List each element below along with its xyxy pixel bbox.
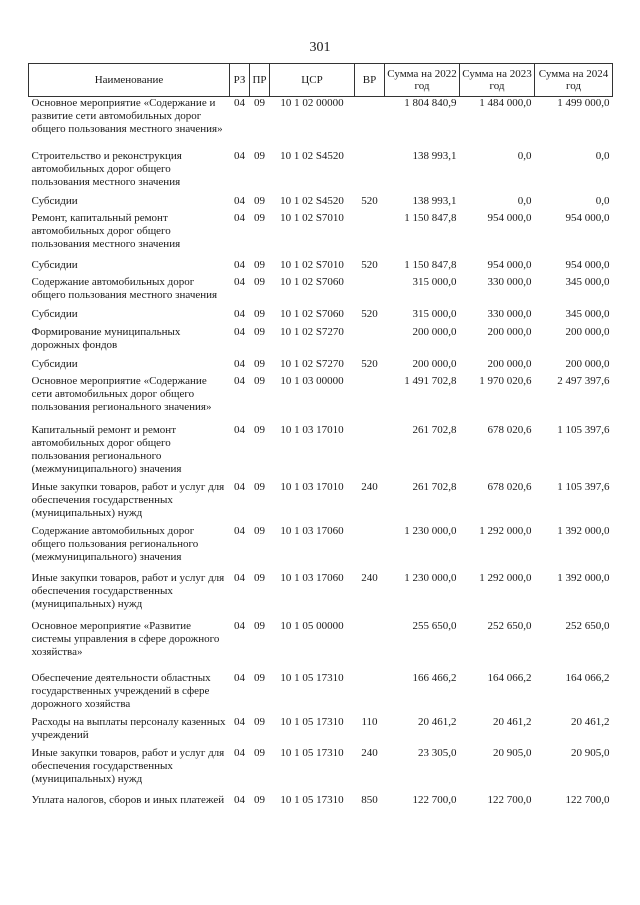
row-vr: 850 bbox=[361, 794, 378, 806]
row-csr: 10 1 02 S7270 bbox=[280, 326, 344, 338]
row-vr: 240 bbox=[361, 747, 378, 759]
row-spacer bbox=[29, 786, 613, 794]
row-sum-2023: 200 000,0 bbox=[487, 358, 532, 370]
row-name: Основное мероприятие «Развитие системы управления в сфере дорожного хозяйства» bbox=[31, 620, 220, 658]
row-sum-2024: 1 499 000,0 bbox=[557, 97, 610, 109]
row-sum-2023: 330 000,0 bbox=[487, 276, 532, 288]
row-sum-2022: 315 000,0 bbox=[412, 308, 457, 320]
row-rz: 04 bbox=[234, 481, 245, 493]
table-row bbox=[29, 572, 613, 611]
row-csr: 10 1 05 17310 bbox=[280, 672, 344, 684]
row-sum-2024: 954 000,0 bbox=[565, 259, 610, 271]
row-rz: 04 bbox=[234, 326, 245, 338]
row-sum-2023: 252 650,0 bbox=[487, 620, 532, 632]
row-sum-2023: 954 000,0 bbox=[487, 259, 532, 271]
header-vr: ВР bbox=[355, 64, 385, 97]
row-vr bbox=[355, 150, 385, 189]
row-rz: 04 bbox=[234, 672, 245, 684]
row-sum-2022: 200 000,0 bbox=[412, 326, 457, 338]
row-sum-2023: 20 905,0 bbox=[493, 747, 532, 759]
table-row bbox=[29, 308, 613, 321]
row-spacer bbox=[29, 659, 613, 672]
row-pr: 09 bbox=[254, 276, 265, 288]
table-row bbox=[29, 525, 613, 564]
row-csr: 10 1 02 S4520 bbox=[280, 195, 344, 207]
row-rz: 04 bbox=[234, 195, 245, 207]
row-sum-2022: 1 804 840,9 bbox=[404, 97, 457, 109]
row-csr: 10 1 05 17310 bbox=[280, 747, 344, 759]
row-name: Капитальный ремонт и ремонт автомобильных дорог общего пользования регионального (межмуниципального) значения bbox=[31, 424, 182, 475]
row-spacer bbox=[29, 564, 613, 572]
row-pr: 09 bbox=[254, 195, 265, 207]
row-name: Ремонт, капитальный ремонт автомобильных дорог общего пользования местного значения bbox=[31, 212, 181, 250]
row-name: Основное мероприятие «Содержание и развитие сети автомобильных дорог общего пользования местного значения» bbox=[31, 97, 223, 135]
row-name: Основное мероприятие «Содержание сети автомобильных дорог общего пользования регионального значения» bbox=[31, 375, 212, 413]
row-name: Иные закупки товаров, работ и услуг для обеспечения государственных (муниципальных) нужд bbox=[31, 747, 225, 785]
row-rz: 04 bbox=[234, 276, 245, 288]
row-rz: 04 bbox=[234, 716, 245, 728]
table-row bbox=[29, 97, 613, 137]
row-csr: 10 1 02 S7010 bbox=[280, 259, 344, 271]
row-rz: 04 bbox=[234, 358, 245, 370]
table-row bbox=[29, 326, 613, 352]
row-csr: 10 1 02 S7060 bbox=[280, 276, 344, 288]
row-pr: 09 bbox=[254, 358, 265, 370]
row-vr: 520 bbox=[361, 358, 378, 370]
row-pr: 09 bbox=[254, 308, 265, 320]
row-sum-2024: 122 700,0 bbox=[565, 794, 610, 806]
row-sum-2023: 200 000,0 bbox=[487, 326, 532, 338]
table-row bbox=[29, 358, 613, 371]
table-row bbox=[29, 195, 613, 208]
row-sum-2022: 255 650,0 bbox=[412, 620, 457, 632]
row-vr: 520 bbox=[361, 259, 378, 271]
row-sum-2023: 678 020,6 bbox=[487, 424, 532, 436]
row-csr: 10 1 02 S7010 bbox=[280, 212, 344, 224]
row-spacer-cell bbox=[29, 136, 613, 150]
row-sum-2022: 138 993,1 bbox=[412, 195, 457, 207]
row-spacer bbox=[29, 611, 613, 620]
row-sum-2022: 261 702,8 bbox=[412, 481, 457, 493]
row-sum-2024: 164 066,2 bbox=[565, 672, 610, 684]
row-csr: 10 1 05 17310 bbox=[280, 794, 344, 806]
row-sum-2022: 1 491 702,8 bbox=[404, 375, 457, 387]
row-sum-2024: 1 105 397,6 bbox=[557, 481, 610, 493]
row-spacer-cell bbox=[29, 414, 613, 424]
row-sum-2024: 20 461,2 bbox=[571, 716, 610, 728]
row-name: Содержание автомобильных дорог общего пользования регионального (межмуниципального) значения bbox=[31, 525, 199, 563]
row-rz: 04 bbox=[234, 259, 245, 271]
row-spacer bbox=[29, 414, 613, 424]
row-sum-2024: 2 497 397,6 bbox=[557, 375, 610, 387]
row-vr bbox=[355, 672, 385, 711]
row-sum-2024: 200 000,0 bbox=[565, 326, 610, 338]
row-pr: 09 bbox=[254, 716, 265, 728]
row-csr: 10 1 02 S7270 bbox=[280, 358, 344, 370]
header-csr: ЦСР bbox=[270, 64, 355, 97]
row-rz: 04 bbox=[234, 97, 245, 109]
row-sum-2023: 1 292 000,0 bbox=[479, 525, 532, 537]
row-name: Иные закупки товаров, работ и услуг для обеспечения государственных (муниципальных) нужд bbox=[31, 572, 225, 610]
row-csr: 10 1 03 00000 bbox=[280, 375, 344, 387]
row-sum-2022: 23 305,0 bbox=[418, 747, 457, 759]
table-row bbox=[29, 276, 613, 302]
row-name: Иные закупки товаров, работ и услуг для обеспечения государственных (муниципальных) нужд bbox=[31, 481, 225, 519]
header-name: Наименование bbox=[29, 64, 230, 97]
row-csr: 10 1 02 S7060 bbox=[280, 308, 344, 320]
row-sum-2024: 1 392 000,0 bbox=[557, 572, 610, 584]
row-sum-2022: 20 461,2 bbox=[418, 716, 457, 728]
row-rz: 04 bbox=[234, 620, 245, 632]
row-name: Расходы на выплаты персоналу казенных учреждений bbox=[31, 716, 226, 741]
row-csr: 10 1 03 17010 bbox=[280, 424, 344, 436]
row-sum-2022: 315 000,0 bbox=[412, 276, 457, 288]
row-rz: 04 bbox=[234, 375, 245, 387]
row-sum-2024: 1 105 397,6 bbox=[557, 424, 610, 436]
row-rz: 04 bbox=[234, 794, 245, 806]
row-name: Субсидии bbox=[31, 195, 78, 207]
row-sum-2022: 261 702,8 bbox=[412, 424, 457, 436]
page-number: 301 bbox=[309, 40, 331, 55]
row-vr: 520 bbox=[361, 308, 378, 320]
row-vr bbox=[355, 620, 385, 659]
row-pr: 09 bbox=[254, 747, 265, 759]
row-sum-2023: 0,0 bbox=[517, 150, 532, 162]
row-sum-2024: 0,0 bbox=[595, 150, 610, 162]
table-row bbox=[29, 481, 613, 520]
table-row bbox=[29, 375, 613, 414]
row-vr: 520 bbox=[361, 195, 378, 207]
row-pr: 09 bbox=[254, 481, 265, 493]
table-row bbox=[29, 794, 613, 807]
row-spacer-cell bbox=[29, 786, 613, 794]
row-sum-2024: 20 905,0 bbox=[571, 747, 610, 759]
table-row bbox=[29, 716, 613, 742]
row-sum-2024: 252 650,0 bbox=[565, 620, 610, 632]
row-pr: 09 bbox=[254, 212, 265, 224]
row-csr: 10 1 02 S4520 bbox=[280, 150, 344, 162]
row-sum-2024: 0,0 bbox=[595, 195, 610, 207]
row-vr bbox=[355, 212, 385, 251]
table-row bbox=[29, 259, 613, 272]
row-spacer-cell bbox=[29, 564, 613, 572]
row-vr bbox=[355, 424, 385, 476]
table-row bbox=[29, 620, 613, 659]
table-row bbox=[29, 212, 613, 251]
row-pr: 09 bbox=[254, 150, 265, 162]
row-sum-2024: 345 000,0 bbox=[565, 308, 610, 320]
row-csr: 10 1 03 17060 bbox=[280, 572, 344, 584]
row-csr: 10 1 05 17310 bbox=[280, 716, 344, 728]
row-sum-2024: 200 000,0 bbox=[565, 358, 610, 370]
row-name: Уплата налогов, сборов и иных платежей bbox=[31, 794, 225, 806]
row-sum-2024: 345 000,0 bbox=[565, 276, 610, 288]
row-pr: 09 bbox=[254, 525, 265, 537]
table-header bbox=[29, 64, 613, 97]
row-pr: 09 bbox=[254, 424, 265, 436]
row-name: Субсидии bbox=[31, 358, 78, 370]
row-sum-2022: 166 466,2 bbox=[412, 672, 457, 684]
row-sum-2022: 122 700,0 bbox=[412, 794, 457, 806]
row-spacer-cell bbox=[29, 611, 613, 620]
row-vr: 240 bbox=[361, 572, 378, 584]
row-rz: 04 bbox=[234, 150, 245, 162]
row-pr: 09 bbox=[254, 672, 265, 684]
row-vr bbox=[355, 276, 385, 302]
row-sum-2023: 678 020,6 bbox=[487, 481, 532, 493]
row-sum-2022: 200 000,0 bbox=[412, 358, 457, 370]
row-vr bbox=[355, 326, 385, 352]
row-pr: 09 bbox=[254, 97, 265, 109]
header-rz: РЗ bbox=[230, 64, 250, 97]
row-sum-2022: 1 230 000,0 bbox=[404, 572, 457, 584]
row-sum-2022: 1 150 847,8 bbox=[404, 259, 457, 271]
table-row bbox=[29, 672, 613, 711]
row-sum-2023: 1 970 020,6 bbox=[479, 375, 532, 387]
row-rz: 04 bbox=[234, 424, 245, 436]
header-sum-2024: Сумма на 2024 год bbox=[535, 64, 613, 97]
row-spacer-cell bbox=[29, 659, 613, 672]
row-spacer bbox=[29, 136, 613, 150]
row-vr bbox=[355, 97, 385, 137]
header-sum-2023: Сумма на 2023 год bbox=[460, 64, 535, 97]
row-rz: 04 bbox=[234, 212, 245, 224]
header-sum-2022: Сумма на 2022 год bbox=[385, 64, 460, 97]
row-pr: 09 bbox=[254, 375, 265, 387]
row-csr: 10 1 05 00000 bbox=[280, 620, 344, 632]
row-name: Субсидии bbox=[31, 259, 78, 271]
row-pr: 09 bbox=[254, 572, 265, 584]
row-sum-2023: 0,0 bbox=[517, 195, 532, 207]
row-rz: 04 bbox=[234, 747, 245, 759]
table-body bbox=[29, 97, 613, 808]
row-sum-2024: 1 392 000,0 bbox=[557, 525, 610, 537]
row-csr: 10 1 03 17010 bbox=[280, 481, 344, 493]
row-pr: 09 bbox=[254, 794, 265, 806]
row-pr: 09 bbox=[254, 326, 265, 338]
row-sum-2023: 954 000,0 bbox=[487, 212, 532, 224]
row-rz: 04 bbox=[234, 572, 245, 584]
row-pr: 09 bbox=[254, 620, 265, 632]
row-sum-2023: 122 700,0 bbox=[487, 794, 532, 806]
table-row bbox=[29, 150, 613, 189]
row-vr bbox=[355, 525, 385, 564]
row-name: Формирование муниципальных дорожных фондов bbox=[31, 326, 181, 351]
row-csr: 10 1 02 00000 bbox=[280, 97, 344, 109]
row-sum-2022: 1 230 000,0 bbox=[404, 525, 457, 537]
table-row bbox=[29, 747, 613, 786]
row-name: Субсидии bbox=[31, 308, 78, 320]
row-spacer bbox=[29, 251, 613, 259]
row-sum-2024: 954 000,0 bbox=[565, 212, 610, 224]
row-name: Содержание автомобильных дорог общего пользования местного значения bbox=[31, 276, 218, 301]
row-vr: 240 bbox=[361, 481, 378, 493]
row-name: Обеспечение деятельности областных государственных учреждений в сфере дорожного хозяйства bbox=[31, 672, 211, 710]
row-rz: 04 bbox=[234, 308, 245, 320]
header-pr: ПР bbox=[250, 64, 270, 97]
row-vr: 110 bbox=[361, 716, 378, 728]
row-sum-2022: 138 993,1 bbox=[412, 150, 457, 162]
row-vr bbox=[355, 375, 385, 414]
row-sum-2023: 20 461,2 bbox=[493, 716, 532, 728]
row-spacer-cell bbox=[29, 251, 613, 259]
row-sum-2023: 330 000,0 bbox=[487, 308, 532, 320]
row-sum-2023: 1 292 000,0 bbox=[479, 572, 532, 584]
row-name: Строительство и реконструкция автомобильных дорог общего пользования местного значения bbox=[31, 150, 182, 188]
row-sum-2022: 1 150 847,8 bbox=[404, 212, 457, 224]
row-sum-2023: 1 484 000,0 bbox=[479, 97, 532, 109]
budget-table bbox=[28, 63, 613, 807]
row-rz: 04 bbox=[234, 525, 245, 537]
table-row bbox=[29, 424, 613, 476]
row-pr: 09 bbox=[254, 259, 265, 271]
row-sum-2023: 164 066,2 bbox=[487, 672, 532, 684]
row-csr: 10 1 03 17060 bbox=[280, 525, 344, 537]
